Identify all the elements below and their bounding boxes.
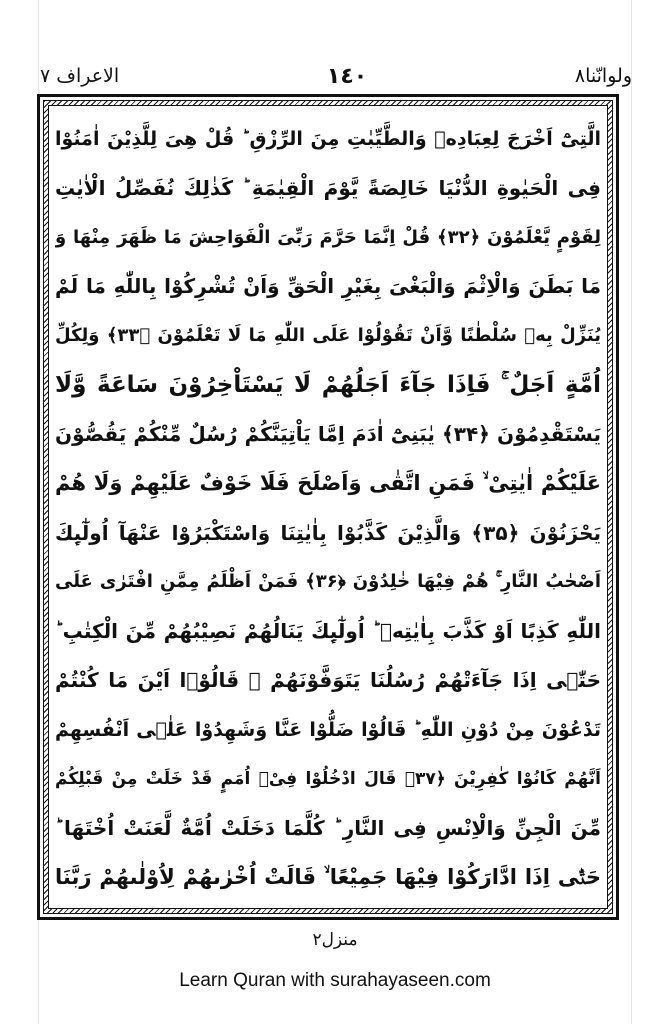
page-border bbox=[37, 94, 619, 920]
text-line: فِی الْحَیٰوةِ الدُّنْیَا خَالِصَةً یَّوْمَ الْقِیٰمَةِ ؕ كَذٰلِكَ نُفَصِّلُ الْاٰیٰتِ bbox=[55, 175, 601, 200]
text-line: یَسْتَقْدِمُوْنَ ﴿۳۴﴾ یٰبَنِیْٓ اٰدَمَ اِمَّا یَاْتِیَنَّكُمْ رُسُلٌ مِّنْكُمْ یَقُصُّوْنَ bbox=[55, 422, 601, 447]
text-line: یَحْزَنُوْنَ ﴿۳۵﴾ وَالَّذِیْنَ كَذَّبُوْا بِاٰیٰتِنَا وَاسْتَكْبَرُوْا عَنْهَآ اُولٰٓىِٕكَ bbox=[55, 520, 601, 545]
text-line: لِقَوْمٍ یَّعْلَمُوْنَ ﴿۳۲﴾ قُلْ اِنَّمَا حَرَّمَ رَبِّیَ الْفَوَاحِشَ مَا ظَهَرَ مِنْهَا وَ bbox=[55, 226, 601, 248]
text-line: اُمَّةٍ اَجَلٌ ۚ فَاِذَا جَآءَ اَجَلُهُمْ لَا یَسْتَاْخِرُوْنَ سَاعَةً وَّلَا bbox=[55, 371, 601, 398]
text-line: الَّتِیْٓ اَخْرَجَ لِعِبَادِهٖ وَالطَّیِّبٰتِ مِنَ الرِّزْقِ ؕ قُلْ هِیَ لِلَّذِیْنَ اٰمَنُوْا bbox=[55, 127, 601, 150]
juz-title: ولوانّنا٨ bbox=[574, 65, 632, 87]
text-line: اللّٰهِ كَذِبًا اَوْ كَذَّبَ بِاٰیٰتِهٖ ؕ اُولٰٓىِٕكَ یَنَالُهُمْ نَصِیْبُهُمْ مِّنَ الْكِتٰبِ ؕ bbox=[55, 619, 601, 644]
text-line: مِّنَ الْجِنِّ وَالْاِنْسِ فِی النَّارِ ؕ كُلَّمَا دَخَلَتْ اُمَّةٌ لَّعَنَتْ اُخْتَهَا ؕ bbox=[55, 816, 601, 841]
text-line: مَا بَطَنَ وَالْاِثْمَ وَالْبَغْیَ بِغَیْرِ الْحَقِّ وَاَنْ تُشْرِكُوْا بِاللّٰهِ مَا لَمْ bbox=[55, 274, 601, 299]
text-line: تَدْعُوْنَ مِنْ دُوْنِ اللّٰهِ ؕ قَالُوْا ضَلُّوْا عَنَّا وَشَهِدُوْا عَلٰۤی اَنْفُسِهِمْ bbox=[55, 718, 601, 741]
text-line: یُنَزِّلْ بِهٖ سُلْطٰنًا وَّاَنْ تَقُوْلُوْا عَلَی اللّٰهِ مَا لَا تَعْلَمُوْنَ ﴿۳۳﴾ وَلِكُلِّ bbox=[55, 325, 601, 347]
page-number: ١٤٠ bbox=[326, 63, 368, 89]
decorative-border bbox=[43, 100, 613, 914]
text-line: اَنَّهُمْ كَانُوْا كٰفِرِیْنَ ﴿۳۷﴾ قَالَ ادْخُلُوْا فِیْۤ اُمَمٍ قَدْ خَلَتْ مِنْ قَبْلِكُمْ bbox=[55, 769, 601, 790]
site-credit: Learn Quran with surahayaseen.com bbox=[179, 970, 491, 991]
quran-text-area bbox=[48, 105, 608, 909]
text-line: حَتّٰۤی اِذَا ادَّارَكُوْا فِیْهَا جَمِیْعًا ۙ قَالَتْ اُخْرٰىهُمْ لِاُوْلٰىهُمْ رَبَّنَا bbox=[55, 864, 601, 889]
right-guide-line bbox=[631, 0, 632, 1024]
manzil-label: منزل٢ bbox=[312, 930, 358, 950]
surah-title: الاعراف ٧ bbox=[40, 65, 120, 87]
text-line: عَلَیْكُمْ اٰیٰتِیْ ۙ فَمَنِ اتَّقٰی وَاَصْلَحَ فَلَا خَوْفٌ عَلَیْهِمْ وَلَا هُمْ bbox=[55, 470, 601, 495]
text-line: حَتّٰۤی اِذَا جَآءَتْهُمْ رُسُلُنَا یَتَوَفَّوْنَهُمْ ۙ قَالُوْۤا اَیْنَ مَا كُنْتُمْ bbox=[55, 668, 601, 693]
text-line: اَصْحٰبُ النَّارِ ۚ هُمْ فِیْهَا خٰلِدُوْنَ ﴿۳۶﴾ فَمَنْ اَظْلَمُ مِمَّنِ افْتَرٰی عَلَی bbox=[55, 571, 601, 593]
page-header bbox=[40, 58, 632, 94]
